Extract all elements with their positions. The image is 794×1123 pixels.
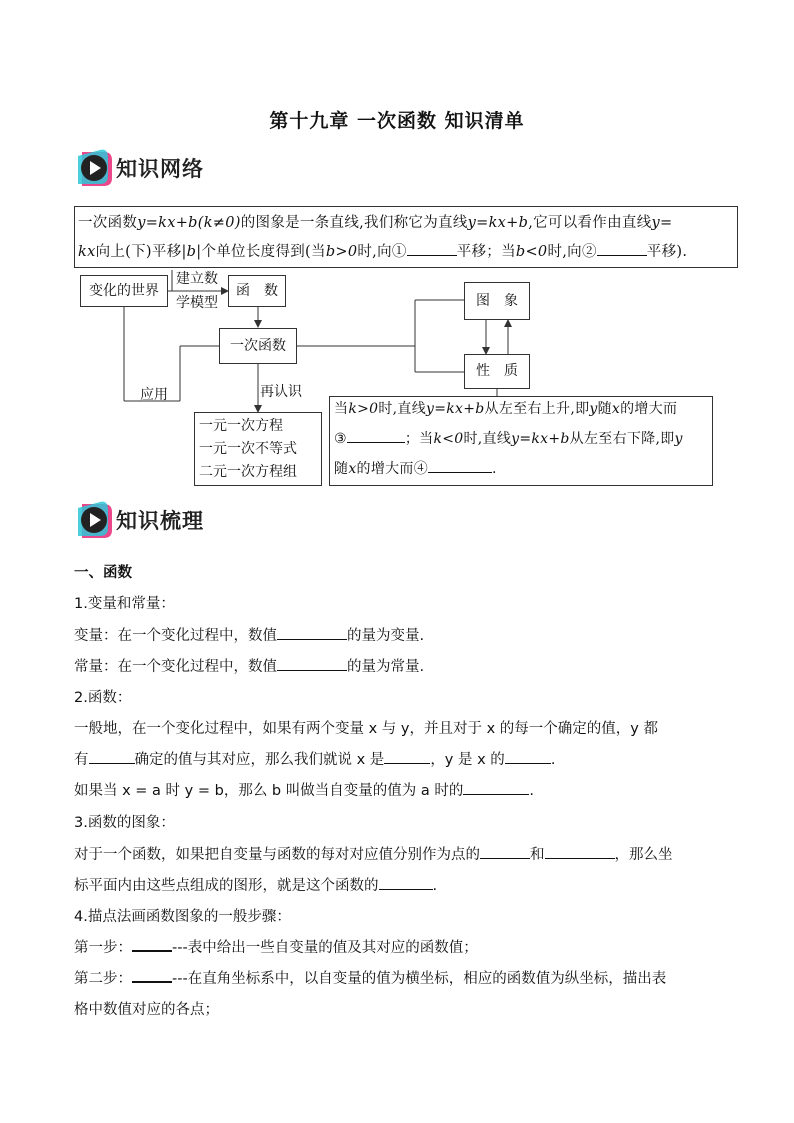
- text: 有: [74, 752, 89, 768]
- section-title-review: 知识梳理: [116, 509, 204, 533]
- text: ，那么坐: [614, 847, 673, 863]
- line-step-2-cont: 格中数值对应的各点；: [74, 1002, 219, 1018]
- blank-independent[interactable]: [384, 749, 430, 764]
- intro-formula: |b|: [181, 244, 202, 260]
- intro-text: 一次函数: [78, 215, 138, 231]
- line-graph-def-2: [74, 874, 437, 895]
- edge-label-apply: 应用: [140, 387, 168, 403]
- intro-formula: y=: [651, 215, 673, 231]
- line-variables-heading: 1.变量和常量：: [74, 596, 175, 612]
- edge-label-recognize: 再认识: [260, 384, 302, 400]
- intro-formula: b<0: [515, 244, 548, 260]
- property-line-1: [334, 395, 677, 423]
- node-linear-function: 一次函数: [219, 328, 297, 364]
- line-constant-def: [74, 655, 424, 676]
- section-title-network: 知识网络: [116, 157, 204, 181]
- blank-step-1[interactable]: [132, 936, 172, 952]
- intro-formula: kx: [78, 244, 96, 260]
- line-function-def-1: 一般地，在一个变化过程中，如果有两个变量 x 与 y，并且对于 x 的每一个确定的值，y 都: [74, 721, 658, 737]
- text: ，y 是 x 的: [430, 752, 505, 768]
- node-equation-list: [194, 412, 322, 486]
- play-logo-icon: [74, 500, 114, 540]
- blank-4[interactable]: [428, 458, 492, 473]
- text: .: [550, 752, 556, 768]
- intro-formula: b>0: [325, 244, 358, 260]
- prop-text: 从左至右上升,即: [484, 401, 590, 417]
- prop-text: 的增大而: [620, 401, 678, 417]
- blank-function-value[interactable]: [463, 780, 529, 795]
- prop-formula: y=kx+b: [426, 401, 485, 417]
- edge-label-model-2: 学模型: [176, 295, 218, 311]
- intro-formula: y=kx+b(k≠0): [137, 215, 241, 231]
- text: 确定的值与其对应，那么我们就说 x 是: [134, 752, 385, 768]
- intro-formula: y=kx+b: [467, 215, 529, 231]
- prop-text: 时,直线: [378, 401, 426, 417]
- intro-text: 时,向①: [357, 244, 407, 260]
- property-line-3: [334, 455, 497, 483]
- prop-text: ③: [334, 431, 347, 447]
- text: .: [432, 878, 438, 894]
- prop-text: 的增大而④: [356, 461, 429, 477]
- node-function: 函 数: [228, 275, 286, 307]
- intro-text: 的图象是一条直线,我们称它为直线: [240, 215, 468, 231]
- text: ---表中给出一些自变量的值及其对应的函数值；: [172, 940, 478, 956]
- prop-text: ；当: [404, 431, 434, 447]
- blank-ordinate[interactable]: [545, 844, 615, 859]
- heading-functions: 一、函数: [74, 565, 132, 581]
- line-function-value: [74, 779, 534, 800]
- intro-text: 向上(下)平移: [95, 244, 182, 260]
- line-function-heading: 2.函数：: [74, 690, 132, 706]
- prop-formula: x: [348, 461, 357, 477]
- line-graph-heading: 3.函数的图象：: [74, 815, 175, 831]
- text: 如果当 x = a 时 y = b，那么 b 叫做当自变量的值为 a 时的: [74, 783, 464, 799]
- prop-formula: y: [589, 401, 598, 417]
- node-changing-world: 变化的世界: [80, 275, 168, 307]
- text: 标平面内由这些点组成的图形，就是这个函数的: [74, 878, 379, 894]
- prop-text: 从左至右下降,即: [569, 431, 675, 447]
- list-item: 一元一次方程: [199, 418, 283, 434]
- intro-text: ,它可以看作由直线: [528, 215, 652, 231]
- prop-formula: y: [674, 431, 683, 447]
- text: 的量为常量.: [347, 659, 425, 675]
- node-image: 图 象: [464, 282, 530, 320]
- blank-unique[interactable]: [89, 749, 135, 764]
- blank-function-of[interactable]: [505, 749, 551, 764]
- prop-formula: k<0: [433, 431, 464, 447]
- intro-text: 平移；当: [456, 244, 516, 260]
- prop-text: 时,直线: [463, 431, 512, 447]
- text: 第二步：: [74, 971, 132, 987]
- intro-text: 个单位长度得到(当: [201, 244, 326, 260]
- node-property: 性 质: [464, 354, 530, 389]
- blank-3[interactable]: [347, 428, 405, 443]
- list-item: 一元一次不等式: [199, 441, 297, 457]
- blank-constant[interactable]: [277, 656, 347, 671]
- text: 和: [530, 847, 545, 863]
- blank-abscissa[interactable]: [480, 844, 530, 859]
- prop-text: 随: [334, 461, 349, 477]
- prop-formula: y=kx+b: [511, 431, 570, 447]
- prop-text: 当: [334, 401, 349, 417]
- prop-text: .: [492, 461, 497, 477]
- intro-text: 时,向②: [547, 244, 597, 260]
- intro-text: 平移).: [646, 244, 688, 260]
- prop-formula: x: [611, 401, 621, 417]
- page-title: 第十九章 一次函数 知识清单: [269, 110, 525, 132]
- blank-graph[interactable]: [379, 875, 433, 890]
- line-function-def-2: [74, 748, 555, 769]
- text: 的量为变量.: [347, 628, 425, 644]
- list-item: 二元一次方程组: [199, 464, 297, 480]
- text: 第一步：: [74, 940, 132, 956]
- prop-text: 随: [597, 401, 612, 417]
- line-variable-def: [74, 624, 424, 645]
- prop-formula: k>0: [348, 401, 379, 417]
- text: ---在直角坐标系中，以自变量的值为横坐标，相应的函数值为纵坐标，描出表: [172, 971, 667, 987]
- text: 常量：在一个变化过程中，数值: [74, 659, 277, 675]
- text: .: [529, 783, 534, 799]
- line-step-1: [74, 936, 478, 957]
- text: 变量：在一个变化过程中，数值: [74, 628, 277, 644]
- property-line-2: [334, 425, 683, 453]
- line-steps-heading: 4.描点法画函数图象的一般步骤：: [74, 909, 291, 925]
- section-header-review: [74, 500, 254, 540]
- text: 对于一个函数，如果把自变量与函数的每对对应值分别作为点的: [74, 847, 480, 863]
- edge-label-model-1: 建立数: [176, 271, 218, 287]
- blank-variable[interactable]: [277, 625, 347, 640]
- blank-step-2[interactable]: [132, 967, 172, 983]
- line-graph-def-1: [74, 843, 673, 864]
- line-step-2: [74, 967, 666, 988]
